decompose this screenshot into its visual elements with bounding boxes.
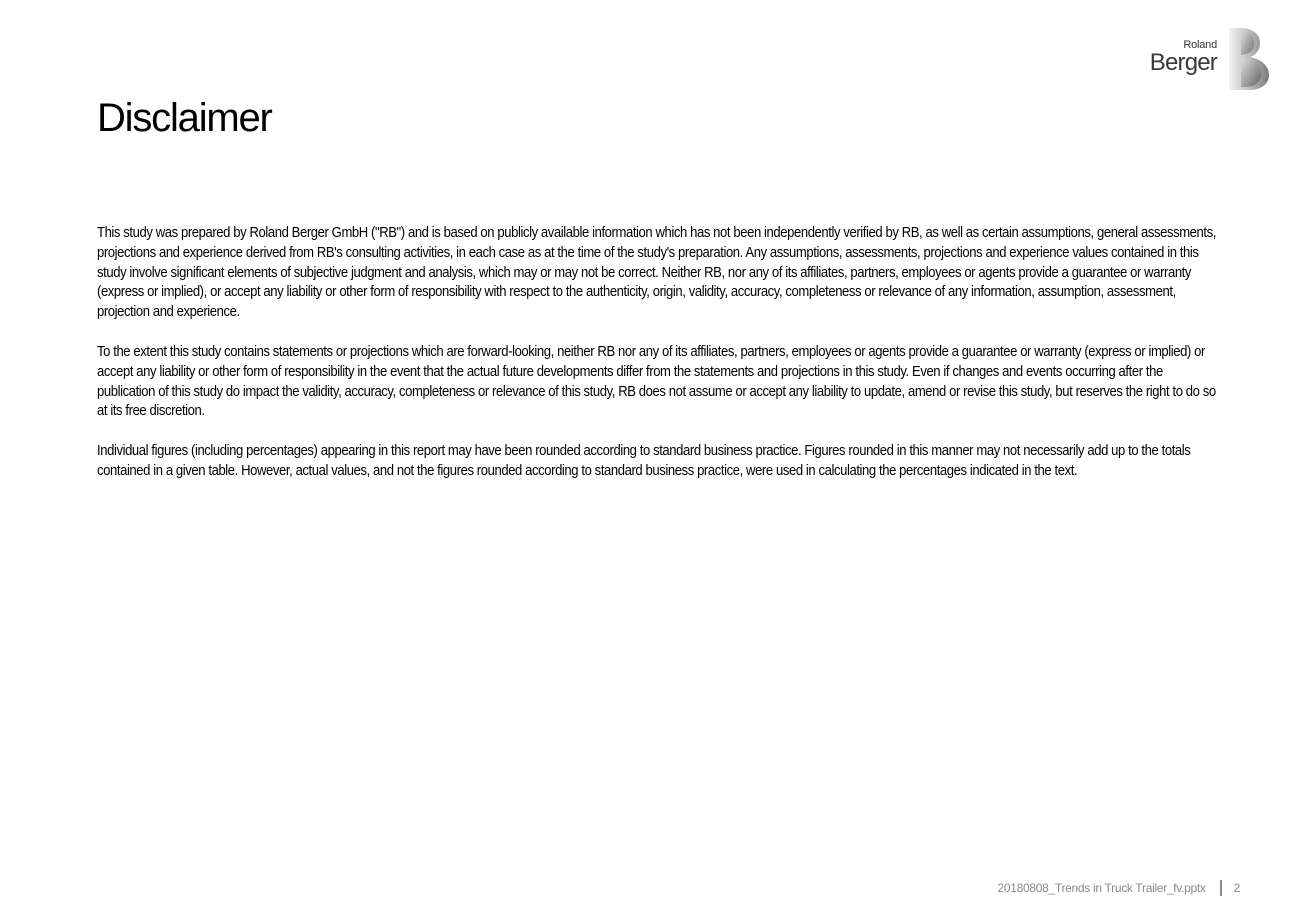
logo-b-mark-icon xyxy=(1227,28,1272,90)
logo-text-berger: Berger xyxy=(1149,49,1217,76)
disclaimer-body xyxy=(97,224,1222,502)
footer-separator xyxy=(1220,880,1222,896)
disclaimer-paragraph-2: To the extent this study contains statements or projections which are forward-looking, neither RB nor any of its affiliates, partners, employees or agents provide a guarantee or warranty (express or implied) or accept any liability or other form of responsibility in the event that the actual future developments differ from the statements and projections in this study. Even if changes and events occurring after the publication of this study do impact the validity, accuracy, completeness or relevance of this study, RB does not assume or accept any liability to update, amend or revise this study, but reserves the right to do so at its free discretion. xyxy=(97,343,1216,420)
slide-footer xyxy=(998,880,1241,896)
footer-page-number: 2 xyxy=(1233,881,1240,895)
page-title: Disclaimer xyxy=(97,96,272,140)
logo-text-roland: Roland xyxy=(1183,39,1217,51)
footer-filename: 20180808_Trends in Truck Trailer_fv.pptx xyxy=(997,881,1206,895)
disclaimer-paragraph-3: Individual figures (including percentages) appearing in this report may have been rounded according to standard business practice. Figures rounded in this manner may not necessarily add up to the totals contained in a given table. However, actual values, and not the figures rounded according to standard business practice, were used in calculating the percentages indicated in the text. xyxy=(97,443,1191,479)
roland-berger-logo xyxy=(1140,28,1272,90)
disclaimer-paragraph-1: This study was prepared by Roland Berger GmbH ("RB") and is based on publicly available information which has not been independently verified by RB, as well as certain assumptions, general assessments, projections and experience derived from RB's consulting activities, in each case as at the time of the study's preparation. Any assumptions, assessments, projections and experience values contained in this study involve significant elements of subjective judgment and analysis, which may or may not be correct. Neither RB, nor any of its affiliates, partners, employees or agents provide a guarantee or warranty (express or implied), or accept any liability or other form of responsibility with respect to the authenticity, origin, validity, accuracy, completeness or relevance of any information, assumption, assessment, projection and experience. xyxy=(97,225,1216,321)
